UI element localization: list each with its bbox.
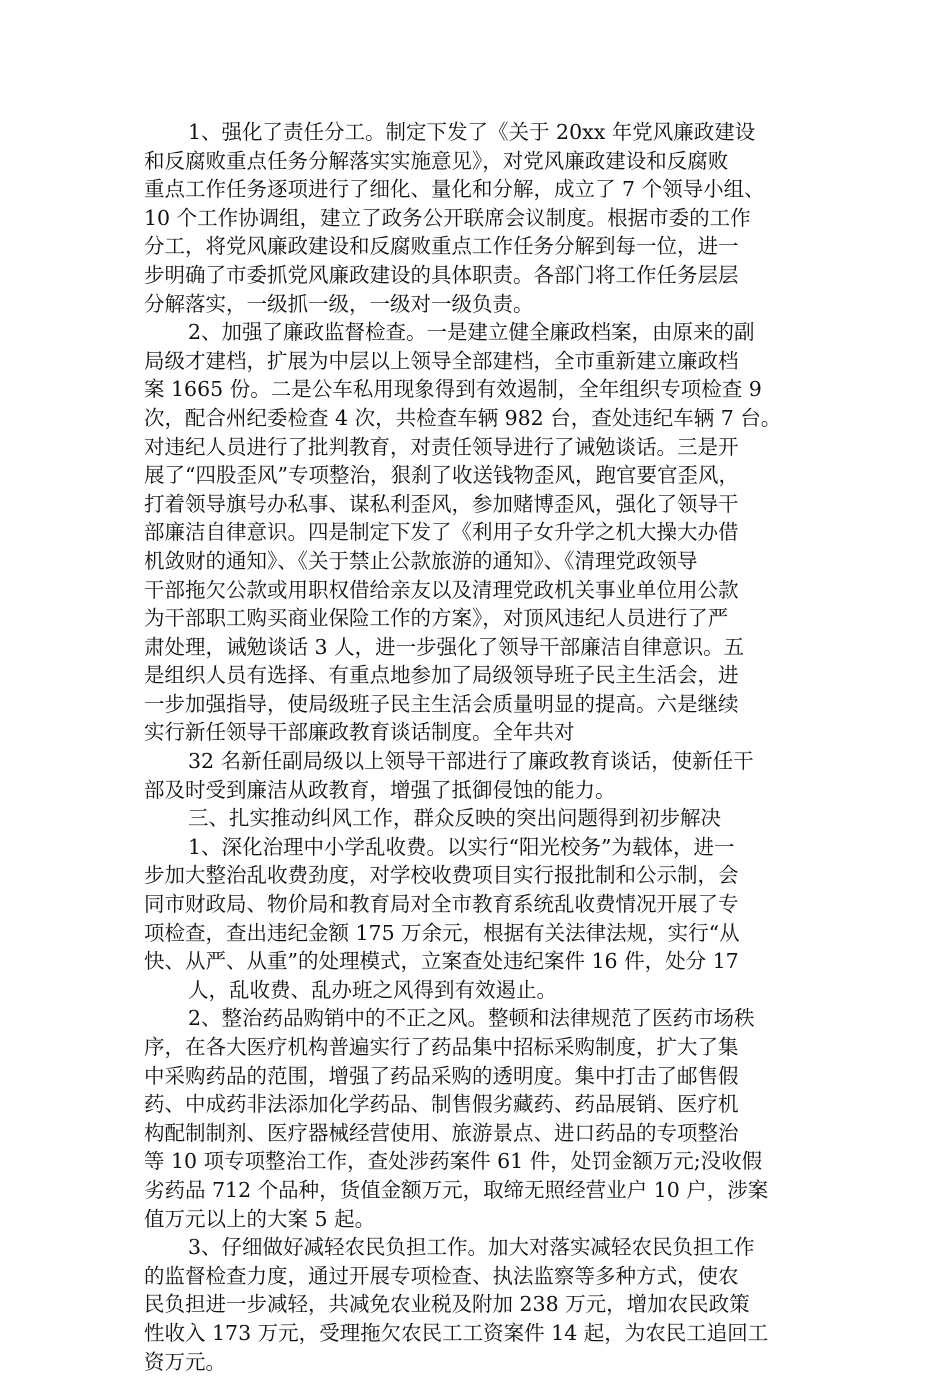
document-body [144,118,828,1376]
paragraph-line: 劣药品 712 个品种，货值金额万元，取缔无照经营业户 10 户，涉案 [144,1177,769,1202]
paragraph-line: 等 10 项专项整治工作，查处涉药案件 61 件，处罚金额万元;没收假 [144,1149,763,1174]
paragraph-line: 步明确了市委抓党风廉政建设的具体职责。各部门将工作任务层层 [144,262,739,287]
paragraph-line: 2、加强了廉政监督检查。一是建立健全廉政档案，由原来的副 [188,320,755,345]
paragraph-line: 对违纪人员进行了批判教育，对责任领导进行了诫勉谈话。三是开 [144,434,739,459]
paragraph-line: 10 个工作协调组，建立了政务公开联席会议制度。根据市委的工作 [144,205,751,230]
paragraph-line: 是组织人员有选择、有重点地参加了局级领导班子民主生活会，进 [144,663,739,688]
paragraph-line: 一步加强指导，使局级班子民主生活会质量明显的提高。六是继续 [144,691,739,716]
paragraph-line: 构配制制剂、医疗器械经营使用、旅游景点、进口药品的专项整治 [144,1120,739,1145]
section-heading: 三、扎实推动纠风工作，群众反映的突出问题得到初步解决 [188,806,721,831]
paragraph-line: 分工，将党风廉政建设和反腐败重点工作任务分解到每一位，进一 [144,234,739,259]
paragraph-line: 机敛财的通知》、《关于禁止公款旅游的通知》、《清理党政领导 [144,548,698,573]
paragraph-line: 分解落实，一级抓一级，一级对一级负责。 [144,291,534,316]
paragraph-line: 展了“四股歪风”专项整治，狠刹了收送钱物歪风，跑官要官歪风， [144,463,739,488]
paragraph-line: 资万元。 [144,1349,226,1374]
paragraph-line: 案 1665 份。二是公车私用现象得到有效遏制，全年组织专项检查 9 [144,377,762,402]
paragraph-line: 快、从严、从重”的处理模式，立案查处违纪案件 16 件，处分 17 [144,949,739,974]
paragraph-line: 和反腐败重点任务分解落实实施意见》，对党风廉政建设和反腐败 [144,148,729,173]
paragraph-line: 1、强化了责任分工。制定下发了《关于 20xx 年党风廉政建设 [188,120,756,144]
paragraph-line: 次，配合州纪委检查 4 次，共检查车辆 982 台，查处违纪车辆 7 台。 [144,405,782,430]
paragraph-line: 3、仔细做好减轻农民负担工作。加大对落实减轻农民负担工作 [188,1235,755,1260]
paragraph-line: 部及时受到廉洁从政教育，增强了抵御侵蚀的能力。 [144,777,616,802]
paragraph-line: 人，乱收费、乱办班之风得到有效遏止。 [188,977,557,1002]
paragraph-line: 药、中成药非法添加化学药品、制售假劣藏药、药品展销、医疗机 [144,1092,739,1117]
paragraph-line: 1、深化治理中小学乱收费。以实行“阳光校务”为载体，进一 [188,834,735,859]
paragraph-line: 为干部职工购买商业保险工作的方案》，对顶风违纪人员进行了严 [144,606,729,631]
paragraph-line: 中采购药品的范围，增强了药品采购的透明度。集中打击了邮售假 [144,1063,739,1088]
paragraph-line: 的监督检查力度，通过开展专项检查、执法监察等多种方式，使农 [144,1263,739,1288]
paragraph-line: 民负担进一步减轻，共减免农业税及附加 238 万元，增加农民政策 [144,1292,750,1317]
paragraph-line: 打着领导旗号办私事、谋私利歪风，参加赌博歪风，强化了领导干 [144,491,739,516]
paragraph-line: 实行新任领导干部廉政教育谈话制度。全年共对 [144,720,575,745]
paragraph-line: 32 名新任副局级以上领导干部进行了廉政教育谈话，使新任干 [188,749,754,774]
paragraph-line: 值万元以上的大案 5 起。 [144,1206,376,1231]
paragraph-line: 干部拖欠公款或用职权借给亲友以及清理党政机关事业单位用公款 [144,577,739,602]
paragraph-line: 性收入 173 万元，受理拖欠农民工工资案件 14 起，为农民工追回工 [144,1320,769,1345]
paragraph-line: 肃处理，诫勉谈话 3 人，进一步强化了领导干部廉洁自律意识。五 [144,634,745,659]
paragraph-line: 项检查，查出违纪金额 175 万余元，根据有关法律法规，实行“从 [144,920,740,945]
paragraph-line: 局级才建档，扩展为中层以上领导全部建档，全市重新建立廉政档 [144,348,739,373]
paragraph-line: 同市财政局、物价局和教育局对全市教育系统乱收费情况开展了专 [144,892,739,917]
paragraph-line: 序，在各大医疗机构普遍实行了药品集中招标采购制度，扩大了集 [144,1035,739,1059]
paragraph-line: 重点工作任务逐项进行了细化、量化和分解，成立了 7 个领导小组、 [144,177,765,202]
paragraph-line: 步加大整治乱收费劲度，对学校收费项目实行报批制和公示制，会 [144,863,739,888]
paragraph-line: 2、整治药品购销中的不正之风。整顿和法律规范了医药市场秩 [188,1006,755,1031]
paragraph-line: 部廉洁自律意识。四是制定下发了《利用子女升学之机大操大办借 [144,520,739,545]
